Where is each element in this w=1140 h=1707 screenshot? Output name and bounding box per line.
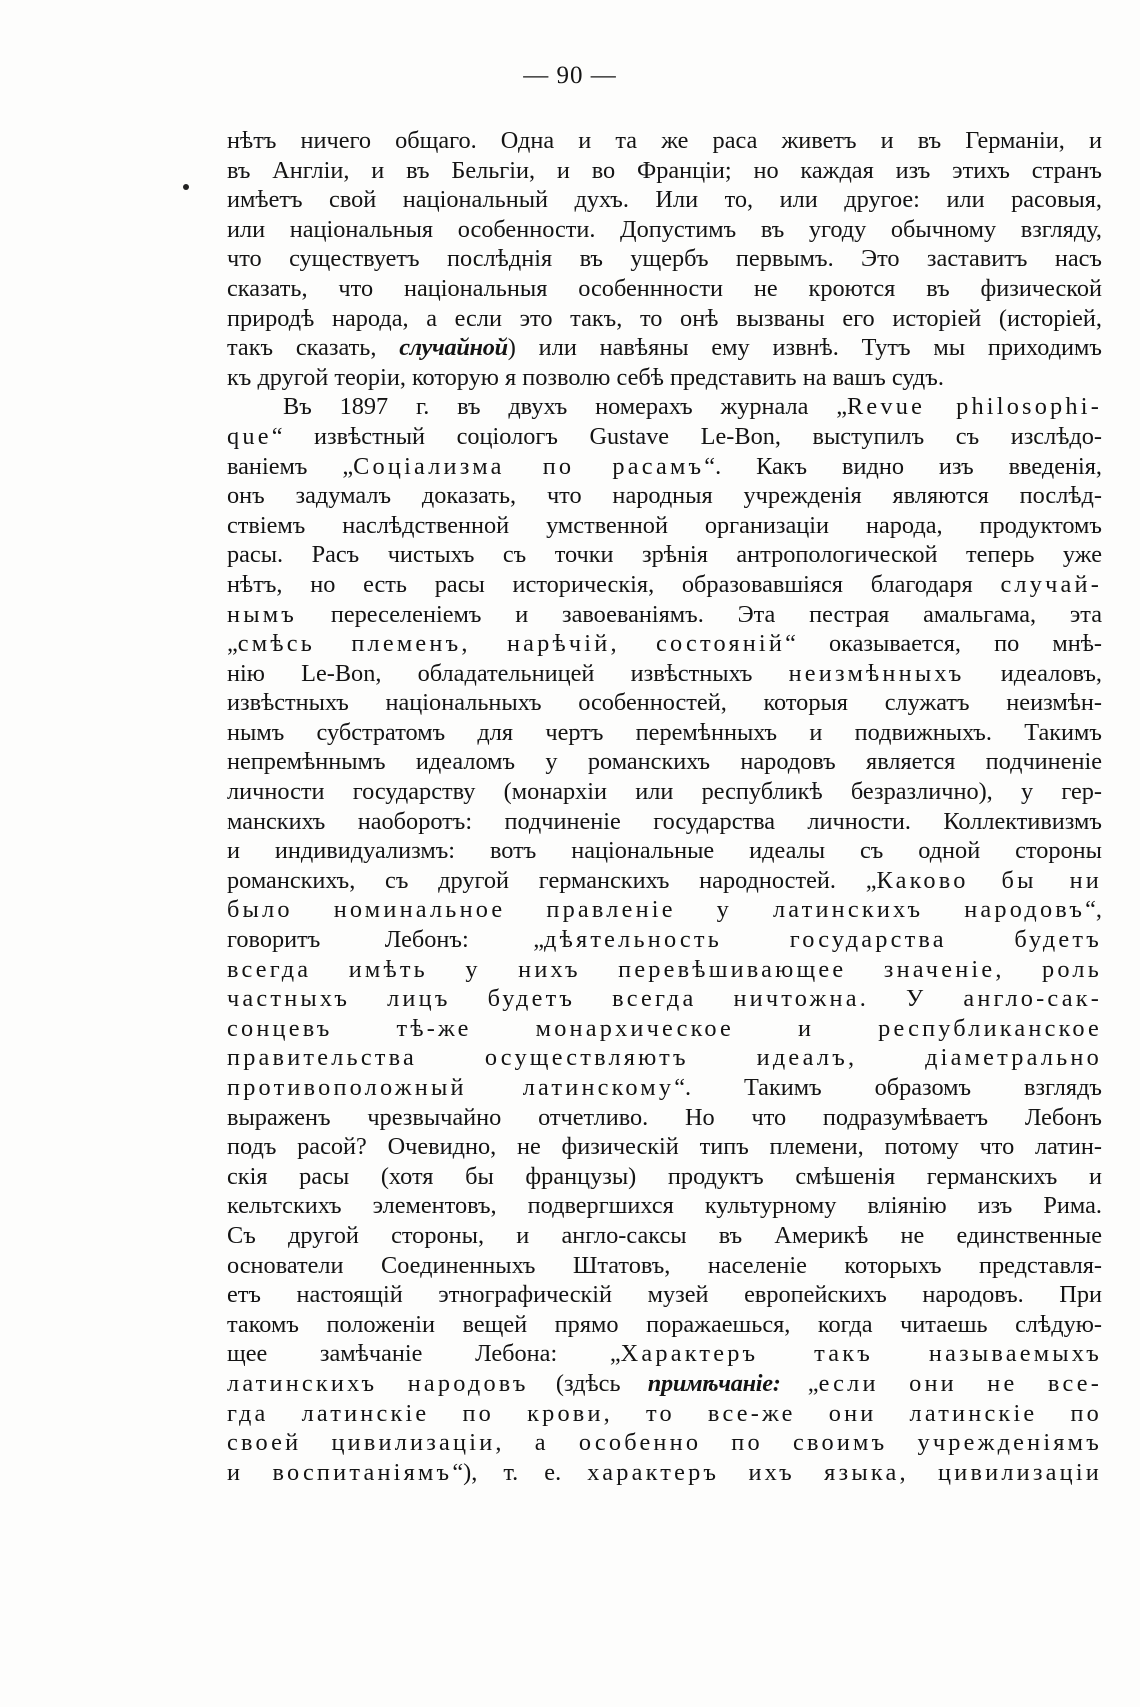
spaced-emphasis: que — [227, 422, 272, 450]
spaced-emphasis: всегда имѣть у нихъ перевѣшивающее значеніе, роль — [227, 955, 1102, 983]
text-run: или національныя особенности. Допустимъ въ угоду обычному взгляду, — [227, 215, 1102, 243]
text-run: „ — [780, 1369, 819, 1397]
text-line — [227, 777, 1102, 807]
page-number: — 90 — — [523, 62, 617, 89]
text-run: онъ задумалъ доказать, что народныя учрежденія являются послѣд- — [227, 482, 1102, 510]
text-line — [227, 1014, 1102, 1044]
text-run: “), т. е. — [452, 1458, 588, 1486]
text-run: основатели Соединенныхъ Штатовъ, населеніе которыхъ представля- — [227, 1251, 1102, 1279]
text-line — [227, 1428, 1102, 1458]
text-run: “ оказывается, по мнѣ- — [785, 630, 1102, 658]
text-run: “. Такимъ образомъ взглядъ — [674, 1074, 1102, 1101]
text-run: нію Le-Bon, обладательницей извѣстныхъ — [227, 659, 789, 687]
text-run: манскихъ наоборотъ: подчиненіе государства личности. Коллективизмъ — [227, 807, 1102, 835]
text-line — [227, 600, 1102, 630]
text-line — [227, 1369, 1102, 1399]
text-line — [227, 1043, 1102, 1073]
spaced-emphasis: латинскихъ народовъ — [227, 1369, 529, 1397]
text-line — [227, 925, 1102, 955]
text-run: скія расы (хотя бы французы) продуктъ смѣшенія германскихъ и — [227, 1162, 1102, 1190]
text-line — [227, 1221, 1102, 1251]
text-run: извѣстныхъ національныхъ особенностей, которыя служатъ неизмѣн- — [227, 689, 1102, 717]
text-line — [227, 1162, 1102, 1192]
text-line — [227, 304, 1102, 334]
text-run: къ другой теоріи, которую я позволю себѣ представить на вашъ судъ. — [227, 363, 944, 391]
text-line — [227, 244, 1102, 274]
text-line — [227, 688, 1102, 718]
text-run: “ извѣстный соціологъ Gustave Le-Bon, выступилъ съ изслѣдо- — [271, 422, 1102, 450]
ink-speck — [183, 184, 189, 190]
text-line — [227, 836, 1102, 866]
text-line — [227, 1458, 1102, 1488]
spaced-emphasis: Каково бы ни — [876, 866, 1102, 894]
spaced-emphasis: сонцевъ тѣ-же монархическое и республиканское — [227, 1014, 1102, 1042]
text-line — [227, 481, 1102, 511]
text-run: личности государству (монархіи или республикѣ безразлично), у гер- — [227, 778, 1102, 806]
text-line — [227, 984, 1102, 1014]
text-run: нѣтъ ничего общаго. Одна и та же раса живетъ и въ Германіи, и — [227, 127, 1102, 154]
text-line — [227, 126, 1102, 156]
text-line — [227, 1132, 1102, 1162]
text-line — [227, 422, 1102, 452]
spaced-emphasis: своей цивилизаціи, а особенно по своимъ учрежденіямъ — [227, 1429, 1102, 1457]
text-run: етъ настоящій этнографическій музей европейскихъ народовъ. При — [227, 1281, 1102, 1309]
text-run: такомъ положеніи вещей прямо поражаешься, когда читаешь слѣдую- — [227, 1310, 1102, 1338]
text-run: и индивидуализмъ: вотъ національные идеалы съ одной стороны — [227, 837, 1102, 865]
text-line — [227, 955, 1102, 985]
text-line — [227, 1191, 1102, 1221]
text-line — [227, 895, 1102, 925]
text-line — [227, 392, 1102, 422]
text-run: въ Англіи, и въ Бельгіи, и во Франціи; но каждая изъ этихъ странъ — [227, 156, 1102, 184]
text-run: “. Какъ видно изъ введенія, — [704, 452, 1102, 480]
text-line — [227, 215, 1102, 245]
spaced-emphasis: если они не все- — [818, 1369, 1102, 1397]
text-run: сказать, что національныя особеннности не кроются въ физической — [227, 274, 1102, 302]
text-run: такъ сказать, — [227, 334, 400, 362]
text-line — [227, 363, 1102, 393]
text-line — [227, 1399, 1102, 1429]
text-run: переселеніемъ и завоеваніямъ. Эта пестрая амальгама, эта — [297, 600, 1102, 628]
text-line — [227, 1310, 1102, 1340]
text-line — [227, 659, 1102, 689]
text-run: (здѣсь — [528, 1369, 648, 1397]
text-line — [227, 452, 1102, 482]
text-run: имѣетъ свой національный духъ. Или то, или другое: или расовыя, — [227, 186, 1102, 214]
text-run: выраженъ чрезвычайно отчетливо. Но что подразумѣваетъ Лебонъ — [227, 1103, 1102, 1131]
text-run: что существуетъ послѣднія въ ущербъ первымъ. Это заставитъ насъ — [227, 245, 1102, 273]
text-line — [227, 570, 1102, 600]
text-run: романскихъ, съ другой германскихъ народностей. „ — [227, 866, 877, 894]
text-run: природѣ народа, а если это такъ, то онѣ вызваны его исторіей (исторіей, — [227, 304, 1102, 332]
text-line — [227, 185, 1102, 215]
spaced-emphasis: правительства осуществляютъ идеалъ, діаметрально — [227, 1044, 1102, 1072]
text-line — [227, 511, 1102, 541]
spaced-emphasis: гда латинскіе по крови, то все-же они латинскіе по — [227, 1399, 1102, 1427]
text-run: щее замѣчаніе Лебона: „ — [227, 1340, 621, 1368]
text-run: „ — [227, 630, 238, 658]
italic-emphasis: случайной — [399, 334, 508, 362]
italic-emphasis: примѣчаніе: — [647, 1369, 781, 1397]
text-line — [227, 718, 1102, 748]
text-line — [227, 866, 1102, 896]
text-run: ваніемъ „ — [227, 452, 354, 480]
spaced-emphasis: дѣятельность государства будетъ — [544, 926, 1103, 954]
text-line — [227, 747, 1102, 777]
spaced-emphasis: Revue philosophi- — [847, 393, 1102, 421]
text-line — [227, 1251, 1102, 1281]
text-line — [227, 274, 1102, 304]
text-run: расы. Расъ чистыхъ съ точки зрѣнія антропологической теперь уже — [227, 541, 1102, 569]
spaced-emphasis: неизмѣнныхъ — [788, 659, 965, 687]
spaced-emphasis: и воспитаніямъ — [227, 1458, 453, 1486]
text-run: ) или навѣяны ему извнѣ. Тутъ мы приходимъ — [507, 334, 1102, 362]
text-run: нымъ субстратомъ для чертъ перемѣнныхъ и подвижныхъ. Такимъ — [227, 718, 1102, 746]
text-line — [227, 1280, 1102, 1310]
text-run: непремѣннымъ идеаломъ у романскихъ народовъ является подчиненіе — [227, 748, 1102, 776]
text-run: “, — [1085, 896, 1102, 924]
spaced-emphasis: Характеръ такъ называемыхъ — [620, 1340, 1102, 1368]
text-run: Въ 1897 г. въ двухъ номерахъ журнала „ — [283, 393, 848, 421]
spaced-emphasis: смѣсь племенъ, нарѣчій, состояній — [237, 630, 786, 658]
text-run: подъ расой? Очевидно, не физическій типъ племени, потому что латин- — [227, 1133, 1102, 1161]
text-run: ствіемъ наслѣдственной умственной организаціи народа, продуктомъ — [227, 511, 1102, 539]
text-line — [227, 807, 1102, 837]
text-line — [227, 1073, 1102, 1103]
text-run: говоритъ Лебонъ: „ — [227, 926, 545, 954]
text-line — [227, 540, 1102, 570]
text-run: кельтскихъ элементовъ, подвергшихся культурному вліянію изъ Рима. — [227, 1192, 1102, 1220]
spaced-emphasis: было номинальное правленіе у латинскихъ народовъ — [227, 896, 1086, 924]
spaced-emphasis: Соціализма по расамъ — [353, 452, 705, 480]
text-line — [227, 156, 1102, 186]
text-run: Съ другой стороны, и англо-саксы въ Америкѣ не единственные — [227, 1221, 1102, 1249]
text-line — [227, 1103, 1102, 1133]
spaced-emphasis: нымъ — [227, 600, 298, 628]
spaced-emphasis: противоположный латинскому — [227, 1074, 675, 1101]
spaced-emphasis: частныхъ лицъ будетъ всегда ничтожна. У англо-сак- — [227, 985, 1102, 1013]
text-run: нѣтъ, но есть расы историческія, образовавшіяся благодаря — [227, 570, 1001, 598]
text-line — [227, 1339, 1102, 1369]
body-text — [227, 126, 1102, 1487]
text-run: идеаловъ, — [964, 659, 1102, 687]
spaced-emphasis: случай- — [1000, 570, 1102, 598]
spaced-emphasis: характеръ ихъ языка, цивилизаціи — [587, 1458, 1102, 1486]
text-line — [227, 333, 1102, 363]
text-line — [227, 629, 1102, 659]
